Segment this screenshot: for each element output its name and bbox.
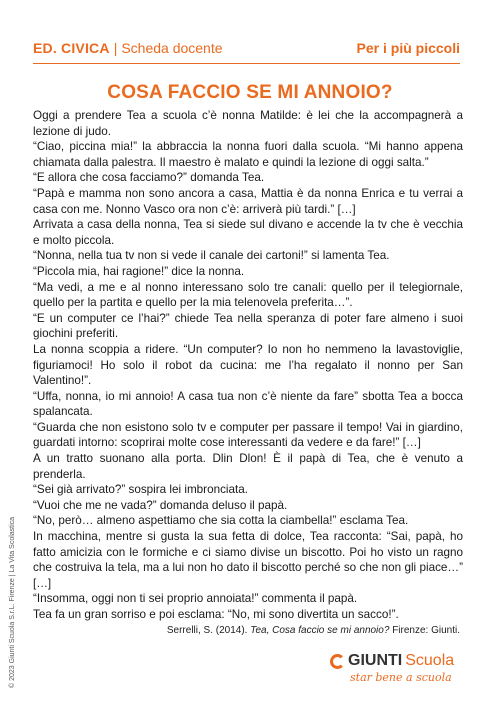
paragraph: “Insomma, oggi non ti sei proprio annoiata!” commenta il papà. [33,592,358,606]
paragraph: “Papà e mamma non sono ancora a casa, Mattia è da nonna Enrica e tu verrai a casa con me. Nonno Vasco ora non c’è: arriverà più tardi.” […] [33,186,463,216]
paragraph: “No, però… almeno aspettiamo che sia cotta la ciambella!” esclama Tea. [33,514,409,528]
paragraph: “Uffa, nonna, io mi annoio! A casa tua non c’è niente da fare” sbotta Tea a bocca spalancata. [33,389,463,419]
paragraph: In macchina, mentre si gusta la sua fetta di dolce, Tea racconta: “Sai, papà, ho fatto amicizia con le formiche e ci siamo divise un biscotto. Poi ho visto un ragno che costruiva la tela, ma a lui non ho dato il biscotto perché so che non gli piace…” […] [33,530,463,590]
page-header [33,40,460,56]
paragraph: “E allora che cosa facciamo?” domanda Tea. [33,171,265,185]
paragraph: “Sei già arrivato?” sospira lei imbronciata. [33,483,249,497]
paragraph: “Guarda che non esistono solo tv e computer per passare il tempo! Vai in giardino, guardati intorno: scoprirai molte cose interessanti da vedere e da fare!” […] [33,420,463,450]
logo-brand [330,652,460,670]
paragraph: Arrivata a casa della nonna, Tea si siede sul divano e accende la tv che è vecchia e molto piccola. [33,218,463,247]
header-divider [33,63,460,64]
subject-label: ED. CIVICA [33,40,110,56]
header-left [33,40,223,56]
paragraph: “Ma vedi, a me e al nonno interessano solo tre canali: quello per il telegiornale, quello per la partita e quello per la mia telenovela preferita…”. [33,280,463,310]
section-label: Scheda docente [121,40,223,56]
logo-brand-name: GIUNTI [348,652,403,669]
citation [167,625,460,636]
citation-author: Serrelli, S. (2014). [166,625,248,636]
publisher-logo [330,652,460,684]
giunti-g-icon [330,654,345,669]
header-separator: | [113,40,118,56]
citation-publisher: Firenze: Giunti. [392,625,460,636]
paragraph: Oggi a prendere Tea a scuola c’è nonna Matilde: è lei che la accompagnerà a lezione di judo. [33,109,463,138]
page-title: COSA FACCIO SE MI ANNOIO? [107,82,393,103]
copyright-text: © 2023 Giunti Scuola S.r.L. Firenze | La Vita Scolastica [9,516,16,688]
paragraph: “Nonna, nella tua tv non si vede il canale dei cartoni!” si lamenta Tea. [33,249,390,263]
paragraph: A un tratto suonano alla porta. Dlin Dlon! È il papà di Tea, che è venuto a prenderla. [33,452,463,481]
audience-label: Per i più piccoli [356,40,460,56]
paragraph: Tea fa un gran sorriso e poi esclama: “No, mi sono divertita un sacco!”. [33,608,399,621]
logo-brand-suffix: Scuola [405,652,455,669]
citation-work: Tea, Cosa faccio se mi annoio? [250,625,390,636]
paragraph: “Ciao, piccina mia!” la abbraccia la nonna fuori dalla scuola. “Mi hanno appena chiamata dalla palestra. Il maestro è malato e quindi la lezione di oggi salta.” [33,140,463,169]
paragraph: “E un computer ce l’hai?” chiede Tea nella speranza di poter fare almeno i suoi giochini preferiti. [33,311,463,341]
logo-tagline: star bene a scuola [350,671,452,684]
paragraph: La nonna scoppia a ridere. “Un computer? Io non ho nemmeno la lavastoviglie, figuriamoci! Ho solo il robot da cucina: me l’ha regalato il nonno per San Valentino!”. [33,342,463,388]
paragraph: “Piccola mia, hai ragione!” dice la nonna. [33,264,245,278]
paragraph: “Vuoi che me ne vada?” domanda deluso il papà. [33,498,288,512]
story-text [33,108,463,623]
